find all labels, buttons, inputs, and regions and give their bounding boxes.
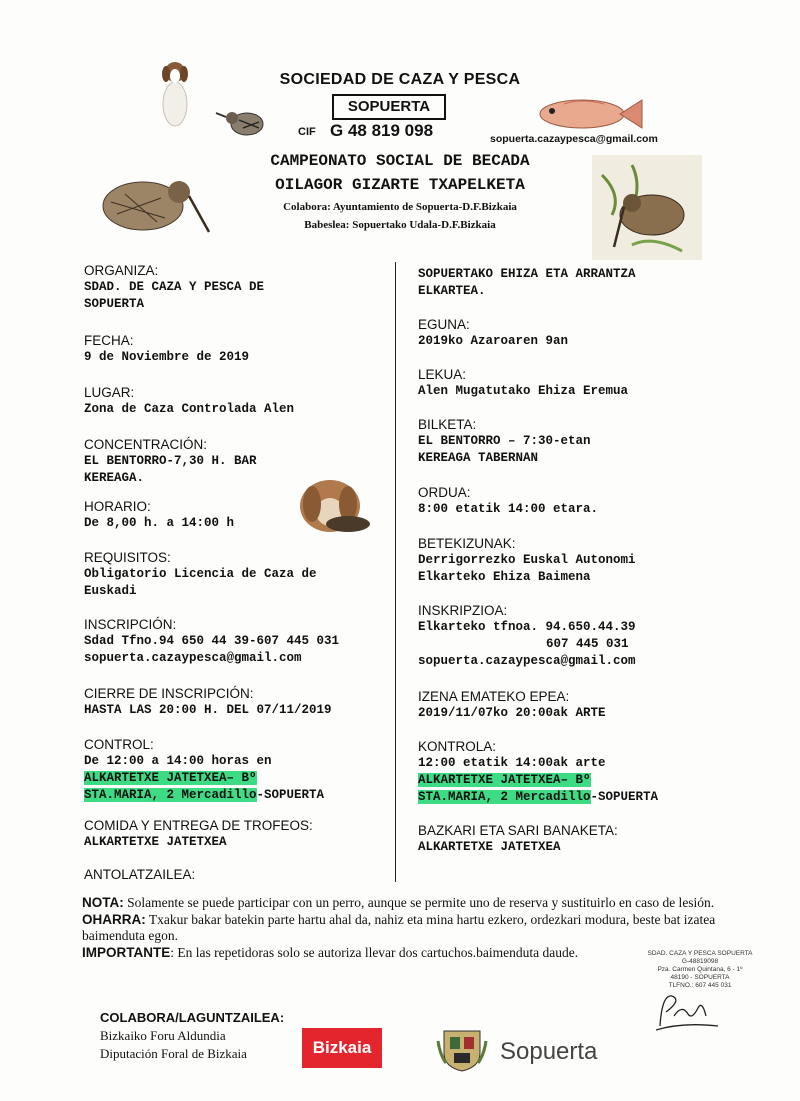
oharra-label: OHARRA:: [82, 911, 146, 927]
header-email[interactable]: sopuerta.cazaypesca@gmail.com: [490, 133, 658, 145]
inskripzioa-phone: Elkarteko tfnoa. 94.650.44.39: [418, 620, 636, 634]
colabora-header: COLABORA/LAGUNTZAILEA:: [100, 1010, 285, 1025]
nota-text: Solamente se puede participar con un perro, aunque se permite uno de reserva y sustituirlo en caso de lesión.: [123, 895, 715, 910]
signature-icon: [652, 986, 722, 1034]
coat-of-arms-icon: [436, 1025, 488, 1073]
antolatzailea-label: ANTOLATZAILEA:: [84, 867, 196, 882]
kontrola-time: 12:00 etatik 14:00ak arte: [418, 756, 606, 770]
comida-label: COMIDA Y ENTREGA DE TROFEOS:: [84, 818, 313, 833]
organiza-value: SDAD. DE CAZA Y PESCA DE SOPUERTA: [84, 280, 265, 311]
kontrola-label: KONTROLA:: [418, 739, 497, 754]
bilketa-value: EL BENTORRO – 7:30-etan: [418, 434, 591, 448]
horario-label: HORARIO:: [84, 499, 151, 514]
cierre-value: HASTA LAS 20:00 H. DEL 07/11/2019: [84, 703, 332, 717]
control-address-highlight: ALKARTETXE JATETXEA– Bº: [84, 771, 257, 785]
society-name-box: SOPUERTA: [332, 94, 446, 120]
stamp-line: TLFNO.: 607 445 031: [668, 982, 732, 989]
fecha-label: FECHA:: [84, 333, 134, 348]
kontrola-address-tail: -SOPUERTA: [590, 790, 659, 804]
requisitos-label: REQUISITOS:: [84, 550, 171, 565]
betekizunak-label: BETEKIZUNAK:: [418, 536, 516, 551]
cif-label: CIF: [298, 126, 316, 138]
championship-title-eu: OILAGOR GIZARTE TXAPELKETA: [275, 176, 525, 194]
bazkari-label: BAZKARI ETA SARI BANAKETA:: [418, 823, 618, 838]
nota-label: NOTA:: [82, 895, 124, 910]
dog-icon: [155, 56, 195, 131]
nota-paragraph: [82, 895, 722, 912]
oharra-text: Txakur bakar batekin parte hartu ahal da, nahiz eta mina hartu ezkero, ordezkari modura, beste bat izatea baimenduta egon.: [82, 911, 716, 943]
bilketa-value: KEREAGA TABERNAN: [418, 451, 539, 465]
stamp-line: Pza. Carmen Quintana, 6 - 1º: [657, 966, 743, 973]
cif-value: G 48 819 098: [330, 121, 434, 140]
notes-section: [82, 895, 722, 961]
society-title: SOCIEDAD DE CAZA Y PESCA: [279, 71, 521, 88]
lugar-value: Zona de Caza Controlada Alen: [84, 402, 295, 416]
inscripcion-email[interactable]: sopuerta.cazaypesca@gmail.com: [84, 651, 302, 665]
control-address: [84, 770, 384, 787]
eguna-label: EGUNA:: [418, 317, 470, 332]
lekua-value: Alen Mugatutako Ehiza Eremua: [418, 384, 629, 398]
control-label: CONTROL:: [84, 737, 154, 752]
colabora-line-eu: Bizkaiko Foru Aldundia: [100, 1028, 226, 1043]
lekua-label: LEKUA:: [418, 367, 467, 382]
kontrola-address: [418, 789, 718, 806]
concentracion-value: EL BENTORRO-7,30 H. BAR: [84, 454, 257, 468]
woodcock-icon: [215, 104, 267, 140]
colabora-line-es: Diputación Foral de Bizkaia: [100, 1046, 247, 1061]
requisitos-value: Obligatorio Licencia de Caza de Euskadi: [84, 567, 317, 598]
importante-paragraph: [82, 945, 642, 962]
concentracion-label: CONCENTRACIÓN:: [84, 437, 208, 452]
betekizunak-value: Derrigorrezko Euskal Autonomi Elkarteko Ehiza Baimena: [418, 553, 636, 584]
control-time: De 12:00 a 14:00 horas en: [84, 754, 272, 768]
comida-value: ALKARTETXE JATETXEA: [84, 835, 227, 849]
inskripzioa-label: INSKRIPZIOA:: [418, 603, 508, 618]
eguna-value: 2019ko Azaroaren 9an: [418, 334, 569, 348]
oharra-paragraph: [82, 912, 722, 945]
importante-label: IMPORTANTE: [82, 944, 171, 960]
stamp-line: G-48819098: [681, 958, 719, 965]
izena-value: 2019/11/07ko 20:00ak ARTE: [418, 706, 606, 720]
horario-value: De 8,00 h. a 14:00 h: [84, 516, 235, 530]
ordua-value: 8:00 etatik 14:00 etara.: [418, 502, 599, 516]
inscripcion-phone: Sdad Tfno.94 650 44 39-607 445 031: [84, 634, 340, 648]
bilketa-label: BILKETA:: [418, 417, 477, 432]
inskripzioa-mobile: 607 445 031: [546, 637, 629, 651]
bazkari-value: ALKARTETXE JATETXEA: [418, 840, 561, 854]
fish-icon: [534, 94, 644, 134]
inskripzioa-email[interactable]: sopuerta.cazaypesca@gmail.com: [418, 654, 636, 668]
cierre-label: CIERRE DE INSCRIPCIÓN:: [84, 686, 254, 701]
organiza-label: ORGANIZA:: [84, 263, 159, 278]
fecha-value: 9 de Noviembre de 2019: [84, 350, 250, 364]
izena-label: IZENA EMATEKO EPEA:: [418, 689, 570, 704]
control-address-highlight: STA.MARIA, 2 Mercadillo: [84, 788, 257, 802]
control-address-tail: -SOPUERTA: [256, 788, 325, 802]
woodcock-icon: [95, 158, 213, 243]
inscripcion-label: INSCRIPCIÓN:: [84, 617, 177, 632]
sopuerta-logo: Sopuerta: [500, 1038, 598, 1065]
importante-text: : En las repetidoras solo se autoriza llevar dos cartuchos.baimenduta daude.: [170, 944, 579, 960]
bizkaia-logo: Bizkaia: [302, 1028, 382, 1068]
kontrola-address-highlight: ALKARTETXE JATETXEA– Bº: [418, 773, 591, 787]
society-stamp: [640, 950, 760, 990]
babeslea-line: Babeslea: Sopuertako Udala-D.F.Bizkaia: [304, 219, 496, 231]
stamp-line: 48190 - SOPUERTA: [670, 974, 730, 981]
stamp-line: SDAD. CAZA Y PESCA SOPUERTA: [647, 950, 753, 957]
lugar-label: LUGAR:: [84, 385, 135, 400]
kontrola-address: [418, 772, 718, 789]
dog-with-bird-icon: [290, 472, 382, 540]
organiza-value-eu: SOPUERTAKO EHIZA ETA ARRANTZA ELKARTEA.: [418, 267, 636, 298]
ordua-label: ORDUA:: [418, 485, 471, 500]
colabora-line: Colabora: Ayuntamiento de Sopuerta-D.F.Bizkaia: [283, 201, 517, 213]
control-address: [84, 787, 384, 804]
championship-title-es: CAMPEONATO SOCIAL DE BECADA: [270, 152, 530, 170]
woodcock-icon: [592, 155, 702, 260]
column-divider: [395, 262, 396, 882]
concentracion-value: KEREAGA.: [84, 471, 145, 485]
kontrola-address-highlight: STA.MARIA, 2 Mercadillo: [418, 790, 591, 804]
